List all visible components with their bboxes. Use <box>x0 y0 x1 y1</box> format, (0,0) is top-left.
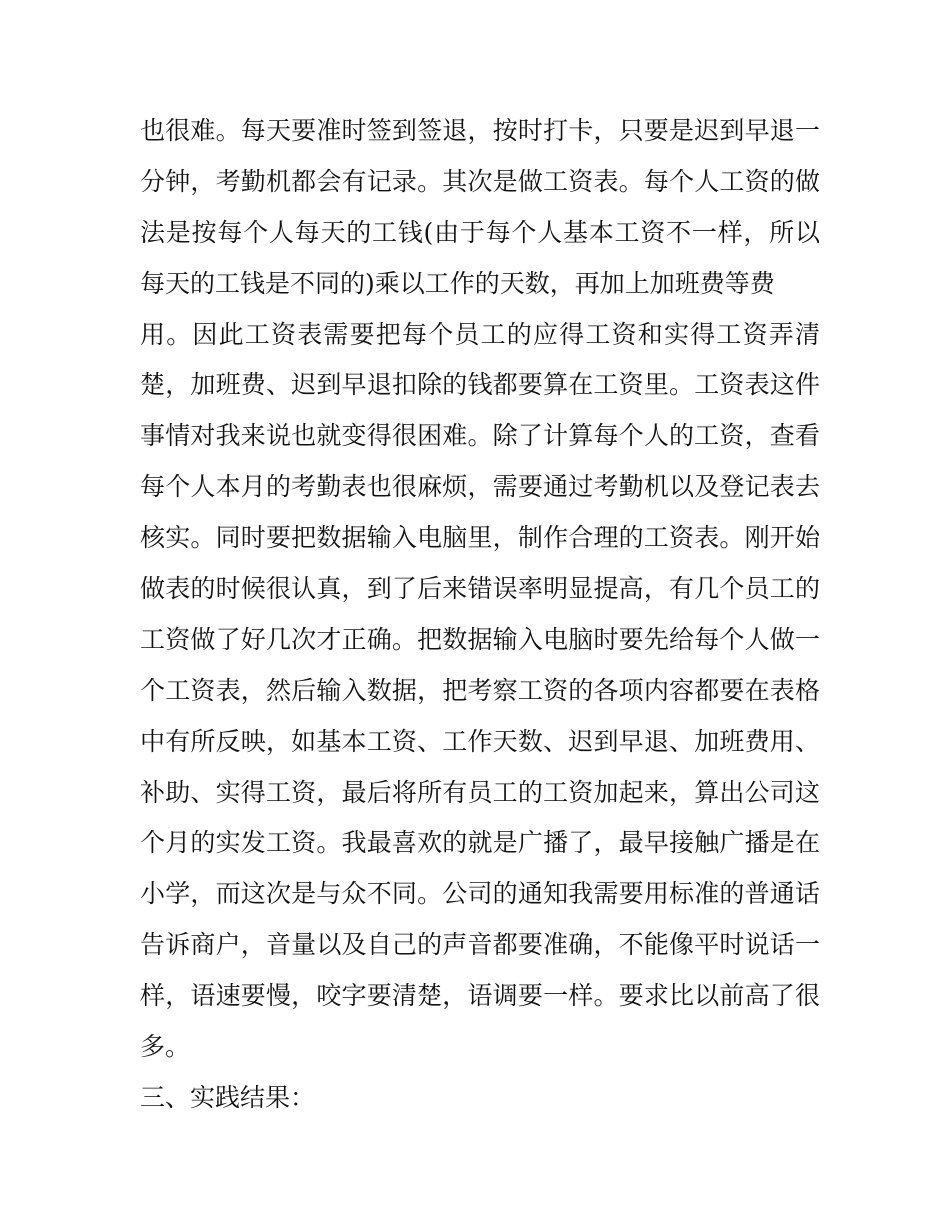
text-line-9: 核实。同时要把数据输入电脑里，制作合理的工资表。刚开始 <box>140 523 820 553</box>
text-line-15: 个月的实发工资。我最喜欢的就是广播了，最早接触广播是在 <box>140 828 820 858</box>
text-line-4: 每天的工钱是不同的)乘以工作的天数，再加上加班费等费 <box>140 268 775 298</box>
section-heading: 三、实践结果： <box>140 1082 316 1112</box>
text-line-19: 多。 <box>140 1032 191 1062</box>
text-line-16: 小学，而这次是与众不同。公司的通知我需要用标准的普通话 <box>140 879 820 909</box>
text-line-3: 法是按每个人每天的工钱(由于每个人基本工资不一样，所以 <box>140 217 820 247</box>
text-line-6: 楚，加班费、迟到早退扣除的钱都要算在工资里。工资表这件 <box>140 370 820 400</box>
text-line-1: 也很难。每天要准时签到签退，按时打卡，只要是迟到早退一 <box>140 116 820 145</box>
text-line-14: 补助、实得工资，最后将所有员工的工资加起来，算出公司这 <box>140 777 820 807</box>
text-line-5: 用。因此工资表需要把每个员工的应得工资和实得工资弄清 <box>140 319 820 349</box>
text-line-8: 每个人本月的考勤表也很麻烦，需要通过考勤机以及登记表去 <box>140 472 820 502</box>
text-line-12: 个工资表，然后输入数据，把考察工资的各项内容都要在表格 <box>140 675 820 705</box>
text-line-17: 告诉商户，音量以及自己的声音都要准确，不能像平时说话一 <box>140 930 820 960</box>
text-line-7: 事情对我来说也就变得很困难。除了计算每个人的工资，查看 <box>140 421 820 451</box>
text-line-11: 工资做了好几次才正确。把数据输入电脑时要先给每个人做一 <box>140 624 820 654</box>
text-line-2: 分钟，考勤机都会有记录。其次是做工资表。每个人工资的做 <box>140 166 820 196</box>
text-line-10: 做表的时候很认真，到了后来错误率明显提高，有几个员工的 <box>140 574 820 604</box>
text-line-18: 样，语速要慢，咬字要清楚，语调要一样。要求比以前高了很 <box>140 981 820 1011</box>
text-line-13: 中有所反映，如基本工资、工作天数、迟到早退、加班费用、 <box>140 726 820 756</box>
body-text <box>140 106 820 1124</box>
